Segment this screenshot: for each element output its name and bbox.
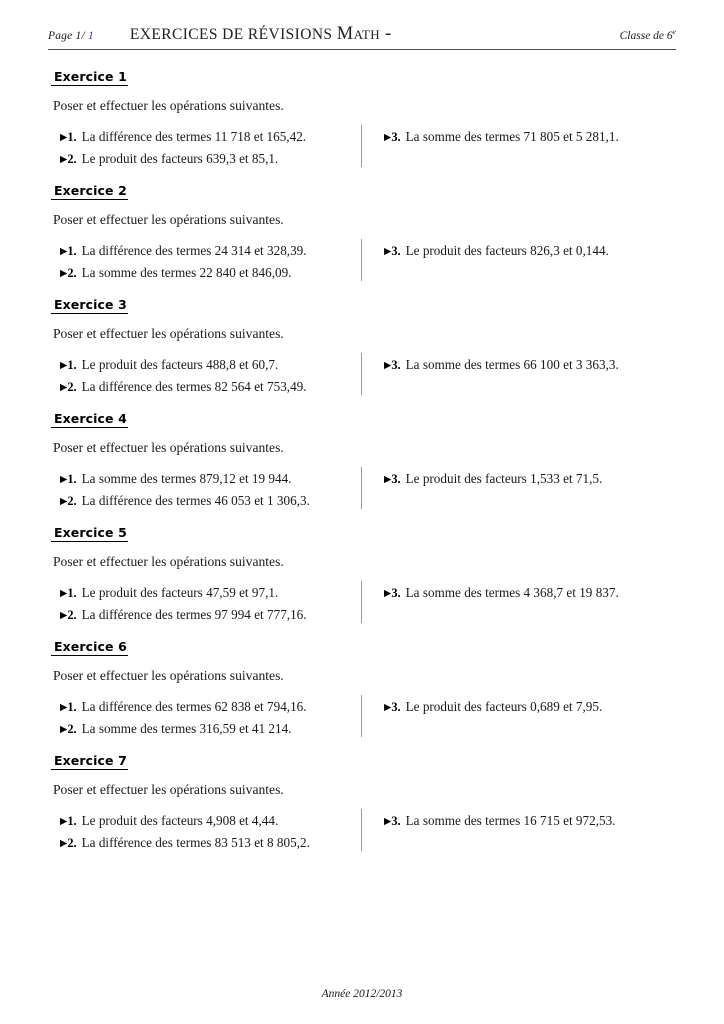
item-number: 1.	[67, 586, 77, 600]
column-divider	[361, 125, 362, 167]
triangle-bullet-icon: ▶	[60, 724, 68, 735]
item-number: 3.	[391, 358, 401, 372]
triangle-bullet-icon: ▶	[384, 133, 392, 143]
item-number: 1.	[67, 130, 77, 144]
exercise-title: Exercice 1	[51, 69, 128, 86]
exercise-body	[48, 811, 676, 855]
exercise-instruction: Poser et effectuer les opérations suivantes.	[53, 668, 284, 683]
exercise-title: Exercice 5	[51, 525, 128, 542]
item-text: La somme des termes 66 100 et 3 363,3.	[405, 357, 619, 372]
exercise-body	[48, 241, 676, 285]
exercise-block	[48, 296, 676, 399]
triangle-bullet-icon: ▶	[384, 247, 392, 257]
item-marker	[384, 814, 401, 828]
exercise-title: Exercice 6	[51, 639, 128, 656]
item-marker	[60, 358, 77, 372]
exercise-block	[48, 524, 676, 627]
item-text: La différence des termes 82 564 et 753,49.	[81, 378, 307, 394]
triangle-bullet-icon: ▶	[60, 610, 68, 621]
class-level-ordinal: e	[672, 27, 676, 37]
column-divider	[361, 809, 362, 851]
item-marker	[384, 472, 401, 486]
document-title-main: EXERCICES DE RÉVISIONS	[129, 26, 333, 43]
item-marker	[384, 244, 401, 258]
item-number: 1.	[67, 814, 77, 828]
header-divider	[48, 49, 676, 50]
item-number: 2.	[67, 265, 77, 280]
column-divider	[361, 695, 362, 737]
exercise-column-right	[384, 583, 676, 605]
item-text: La somme des termes 22 840 et 846,09.	[81, 264, 292, 280]
exercise-column-right	[384, 127, 676, 149]
triangle-bullet-icon: ▶	[60, 589, 68, 599]
column-divider	[361, 467, 362, 509]
exercise-item	[60, 241, 360, 263]
exercise-column-left	[60, 469, 360, 512]
item-marker	[60, 722, 77, 736]
exercise-block	[48, 638, 676, 741]
triangle-bullet-icon: ▶	[60, 838, 68, 849]
exercise-item	[60, 697, 360, 719]
triangle-bullet-icon: ▶	[60, 133, 68, 143]
item-text: La somme des termes 316,59 et 41 214.	[81, 720, 292, 736]
column-divider	[361, 581, 362, 623]
item-marker	[60, 266, 77, 280]
exercise-column-right	[384, 469, 676, 491]
item-text: La somme des termes 16 715 et 972,53.	[405, 813, 616, 828]
exercise-item	[60, 469, 360, 491]
exercise-block	[48, 68, 676, 171]
item-text: La différence des termes 46 053 et 1 306,3.	[81, 492, 310, 508]
exercise-body	[48, 355, 676, 399]
page-footer	[0, 988, 724, 1000]
exercise-item	[384, 127, 676, 149]
item-text: Le produit des facteurs 47,59 et 97,1.	[81, 585, 279, 600]
item-text: La somme des termes 71 805 et 5 281,1.	[405, 129, 619, 144]
triangle-bullet-icon: ▶	[60, 382, 68, 393]
exercise-item	[60, 149, 360, 171]
exercise-instruction: Poser et effectuer les opérations suivantes.	[53, 326, 284, 341]
item-text: Le produit des facteurs 639,3 et 85,1.	[81, 150, 279, 166]
exercise-title: Exercice 7	[51, 753, 128, 770]
item-marker	[60, 586, 77, 600]
exercise-instruction: Poser et effectuer les opérations suivantes.	[53, 554, 284, 569]
item-marker	[60, 380, 77, 394]
exercise-instruction: Poser et effectuer les opérations suivantes.	[53, 782, 284, 797]
item-marker	[60, 836, 77, 850]
item-number: 1.	[67, 472, 77, 486]
exercise-column-right	[384, 811, 676, 833]
item-text: La différence des termes 62 838 et 794,16.	[81, 699, 307, 714]
column-divider	[361, 239, 362, 281]
item-marker	[60, 244, 77, 258]
exercise-instruction: Poser et effectuer les opérations suivantes.	[53, 98, 284, 113]
item-number: 2.	[67, 721, 77, 736]
exercise-body	[48, 469, 676, 513]
item-marker	[384, 586, 401, 600]
exercise-column-left	[60, 241, 360, 284]
exercise-title: Exercice 4	[51, 411, 128, 428]
exercise-item	[60, 127, 360, 149]
triangle-bullet-icon: ▶	[60, 247, 68, 257]
exercise-body	[48, 583, 676, 627]
exercise-block	[48, 182, 676, 285]
exercise-instruction: Poser et effectuer les opérations suivantes.	[53, 212, 284, 227]
exercise-item	[60, 355, 360, 377]
triangle-bullet-icon: ▶	[384, 589, 392, 599]
item-marker	[60, 152, 77, 166]
triangle-bullet-icon: ▶	[60, 703, 68, 713]
exercise-column-right	[384, 355, 676, 377]
exercise-item	[384, 355, 676, 377]
page-number-label: Page 1/	[48, 30, 85, 42]
item-text: La différence des termes 11 718 et 165,42.	[81, 129, 307, 144]
item-marker	[60, 130, 77, 144]
page-header	[48, 24, 676, 50]
exercise-column-left	[60, 127, 360, 170]
exercise-column-left	[60, 355, 360, 398]
exercise-item	[60, 833, 360, 855]
exercise-list	[48, 68, 676, 866]
item-number: 3.	[391, 814, 401, 828]
triangle-bullet-icon: ▶	[384, 817, 392, 827]
item-text: La somme des termes 879,12 et 19 944.	[81, 471, 292, 486]
item-number: 1.	[67, 244, 77, 258]
exercise-instruction: Poser et effectuer les opérations suivantes.	[53, 440, 284, 455]
item-text: La somme des termes 4 368,7 et 19 837.	[405, 585, 619, 600]
footer-text: Année 2012/2013	[321, 988, 403, 1000]
item-text: Le produit des facteurs 0,689 et 7,95.	[405, 699, 603, 714]
item-marker	[60, 700, 77, 714]
item-number: 3.	[391, 700, 401, 714]
triangle-bullet-icon: ▶	[384, 703, 392, 713]
item-text: Le produit des facteurs 826,3 et 0,144.	[405, 243, 609, 258]
exercise-column-right	[384, 241, 676, 263]
item-text: La différence des termes 24 314 et 328,39.	[81, 243, 307, 258]
item-marker	[384, 700, 401, 714]
triangle-bullet-icon: ▶	[384, 361, 392, 371]
class-level-text: Classe de 6	[619, 30, 673, 42]
exercise-item	[384, 241, 676, 263]
class-level	[620, 27, 676, 42]
column-divider	[361, 353, 362, 395]
exercise-item	[384, 583, 676, 605]
triangle-bullet-icon: ▶	[60, 361, 68, 371]
page-number-link[interactable]: 1	[87, 30, 94, 42]
exercise-item	[384, 469, 676, 491]
exercise-body	[48, 127, 676, 171]
exercise-item	[384, 697, 676, 719]
exercise-column-left	[60, 811, 360, 854]
item-text: Le produit des facteurs 1,533 et 71,5.	[405, 471, 603, 486]
item-marker	[60, 472, 77, 486]
item-text: Le produit des facteurs 488,8 et 60,7.	[81, 357, 279, 372]
exercise-column-right	[384, 697, 676, 719]
item-number: 3.	[391, 244, 401, 258]
item-number: 2.	[67, 151, 77, 166]
triangle-bullet-icon: ▶	[60, 817, 68, 827]
item-number: 1.	[67, 358, 77, 372]
item-text: La différence des termes 83 513 et 8 805,2.	[81, 834, 310, 850]
exercise-item	[60, 263, 360, 285]
page-number	[48, 30, 94, 42]
document-title	[94, 24, 620, 45]
item-text: La différence des termes 97 994 et 777,16.	[81, 606, 307, 622]
triangle-bullet-icon: ▶	[60, 496, 68, 507]
item-number: 3.	[391, 586, 401, 600]
exercise-column-left	[60, 697, 360, 740]
item-marker	[384, 358, 401, 372]
exercise-title: Exercice 2	[51, 183, 128, 200]
triangle-bullet-icon: ▶	[384, 475, 392, 485]
exercise-body	[48, 697, 676, 741]
exercise-item	[60, 605, 360, 627]
item-marker	[60, 814, 77, 828]
exercise-item	[60, 811, 360, 833]
exercise-title: Exercice 3	[51, 297, 128, 314]
exercise-item	[60, 583, 360, 605]
item-text: Le produit des facteurs 4,908 et 4,44.	[81, 813, 279, 828]
item-number: 2.	[67, 493, 77, 508]
item-marker	[60, 494, 77, 508]
item-number: 2.	[67, 379, 77, 394]
item-number: 3.	[391, 472, 401, 486]
exercise-item	[60, 377, 360, 399]
exercise-block	[48, 410, 676, 513]
item-number: 1.	[67, 700, 77, 714]
exercise-item	[384, 811, 676, 833]
exercise-block	[48, 752, 676, 855]
header-row	[48, 24, 676, 46]
item-marker	[60, 608, 77, 622]
item-number: 2.	[67, 607, 77, 622]
triangle-bullet-icon: ▶	[60, 475, 68, 485]
triangle-bullet-icon: ▶	[60, 154, 68, 165]
exercise-column-left	[60, 583, 360, 626]
item-number: 3.	[391, 130, 401, 144]
document-title-sub: Math -	[336, 24, 392, 44]
exercise-item	[60, 719, 360, 741]
triangle-bullet-icon: ▶	[60, 268, 68, 279]
item-number: 2.	[67, 835, 77, 850]
exercise-item	[60, 491, 360, 513]
item-marker	[384, 130, 401, 144]
